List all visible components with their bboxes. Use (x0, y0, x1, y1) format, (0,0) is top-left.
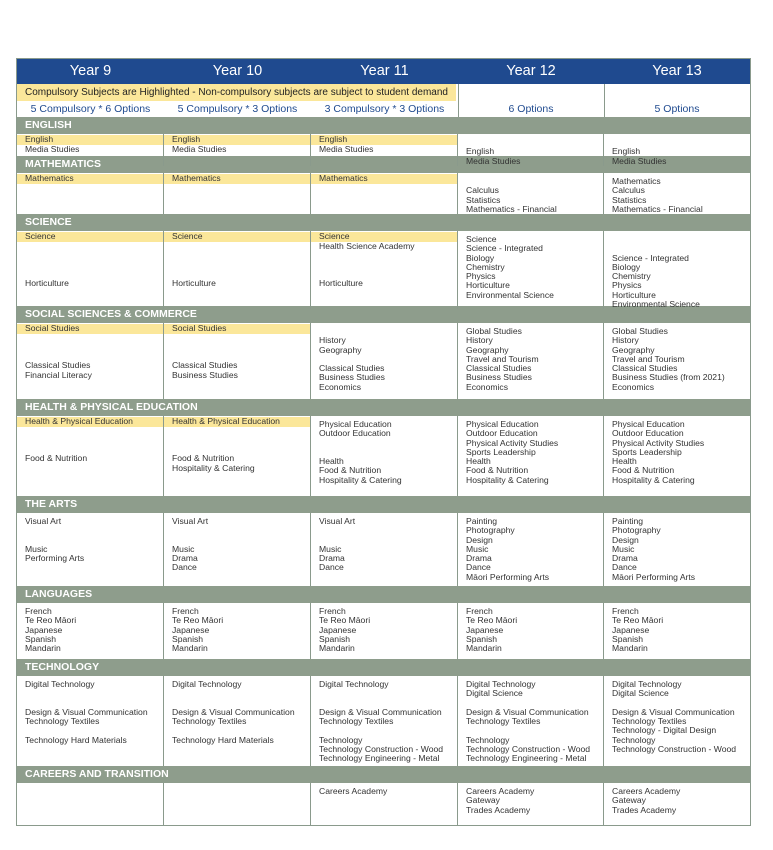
subject-item: Dance (172, 562, 197, 573)
subject-cell (311, 416, 458, 496)
subject-item: Technology (466, 734, 510, 745)
subject-item: Music (612, 543, 635, 554)
subject-item: Mathematics - Financial (466, 203, 557, 214)
subject-item (311, 260, 457, 269)
subject-item: Digital Technology (466, 679, 536, 689)
subject-item: Classical Studies (172, 360, 238, 371)
subject-cell (17, 134, 164, 166)
subject-item: Technology (612, 734, 656, 745)
subject-item (17, 343, 163, 352)
subject-item: Japanese (466, 624, 504, 635)
options-year-12: 6 Options (508, 103, 554, 115)
subject-item: Sports Leadership (612, 446, 682, 457)
subject-item: French (466, 606, 493, 616)
section-title: TECHNOLOGY (17, 659, 750, 676)
subject-item: Te Reo Māori (466, 615, 518, 626)
subject-item: Photography (612, 525, 661, 536)
subject-cell (164, 416, 311, 496)
subject-item: Japanese (172, 624, 210, 635)
subject-item: Mandarin (319, 643, 355, 654)
subject-item: Environmental Science (466, 289, 554, 300)
subject-item: Economics (612, 381, 655, 392)
subject-item: Photography (466, 525, 515, 536)
subject-item: Horticulture (172, 277, 216, 288)
subject-item: Mandarin (25, 643, 61, 654)
subject-item: Statistics (466, 194, 501, 205)
subject-item: Hospitality & Catering (466, 474, 549, 485)
subject-item: Physics (612, 280, 642, 291)
subject-item (164, 251, 310, 260)
subject-item: Horticulture (25, 277, 69, 288)
subject-item: Careers Academy (319, 786, 388, 796)
compulsory-subject: Social Studies (17, 324, 163, 334)
subject-cell (164, 231, 311, 309)
subject-item: Financial Literacy (25, 369, 92, 380)
subject-cell (164, 134, 311, 166)
subject-cell (311, 676, 458, 766)
subject-cell (311, 513, 458, 586)
subject-item: Food & Nutrition (612, 465, 675, 476)
subject-item: Health (319, 456, 344, 467)
subject-item (17, 689, 163, 698)
subject-item: English (466, 146, 495, 157)
subject-item: Technology Textiles (319, 716, 394, 727)
subject-cell (164, 323, 311, 399)
subject-item: Food & Nutrition (466, 465, 529, 476)
subject-item: Digital Technology (172, 679, 242, 689)
subject-item: Music (172, 543, 195, 554)
subject-item: Outdoor Education (612, 428, 684, 439)
section-body (17, 783, 750, 825)
subject-item (164, 689, 310, 698)
compulsory-subject: English (311, 135, 457, 145)
compulsory-subject: English (164, 135, 310, 145)
subject-cell (604, 603, 750, 659)
subject-item: Māori Performing Arts (466, 571, 550, 582)
subject-cell (164, 173, 311, 214)
subject-cell (458, 416, 604, 496)
subject-item: Drama (319, 553, 345, 564)
subject-item: Hospitality & Catering (612, 474, 695, 485)
section-body (17, 323, 750, 399)
subject-item: Physical Education (466, 419, 539, 429)
subject-cell (604, 676, 750, 766)
subject-item: Technology Engineering - Metal (466, 753, 587, 764)
subject-item: Horticulture (466, 280, 510, 291)
year-12-heading: Year 12 (506, 63, 556, 79)
subject-cell (604, 416, 750, 496)
compulsory-note: Compulsory Subjects are Highlighted - Non-compulsory subjects are subject to student demand (17, 84, 456, 101)
subject-item: French (25, 606, 52, 616)
subject-item: Hospitality & Catering (319, 474, 402, 485)
section-title: SOCIAL SCIENCES & COMMERCE (17, 306, 750, 323)
compulsory-subject: Social Studies (164, 324, 310, 334)
subject-item: Visual Art (25, 516, 62, 526)
subject-item: Global Studies (612, 326, 668, 336)
subject-item: Classical Studies (319, 363, 385, 374)
subject-cell (311, 323, 458, 399)
subject-item: Mandarin (466, 643, 502, 654)
subject-cell (164, 603, 311, 659)
subject-item (311, 689, 457, 698)
subject-item: Classical Studies (25, 360, 91, 371)
compulsory-subject: Science (164, 232, 310, 242)
subject-item: History (466, 335, 493, 346)
subject-item: Technology Hard Materials (172, 734, 274, 745)
section-title: CAREERS AND TRANSITION (17, 766, 750, 783)
section-title: THE ARTS (17, 496, 750, 513)
subject-item: Dance (612, 562, 637, 573)
subject-cell (458, 603, 604, 659)
subject-cell (311, 173, 458, 214)
subject-item: Spanish (25, 633, 57, 644)
subject-item: Design & Visual Communication (612, 706, 735, 717)
section-body (17, 173, 750, 214)
subject-item: Painting (612, 516, 644, 526)
subject-item: Trades Academy (612, 804, 677, 815)
section-title: LANGUAGES (17, 586, 750, 603)
section-body (17, 603, 750, 659)
subject-cell (17, 603, 164, 659)
subject-item: Media Studies (466, 155, 521, 166)
subject-cell (604, 783, 750, 825)
subject-item: Food & Nutrition (25, 453, 88, 464)
subject-item: Performing Arts (25, 553, 85, 564)
subject-item: Music (25, 543, 48, 554)
subject-item: Statistics (612, 194, 647, 205)
subject-item (164, 343, 310, 352)
subject-item: Careers Academy (612, 786, 681, 796)
subject-item: Design & Visual Communication (319, 706, 442, 717)
subject-item: Māori Performing Arts (612, 571, 696, 582)
subject-item: Mathematics (612, 176, 661, 186)
year-11-heading: Year 11 (360, 63, 409, 79)
subject-cell (17, 323, 164, 399)
section-title: MATHEMATICS (17, 156, 750, 173)
subject-item: Horticulture (612, 289, 656, 300)
subject-item: Biology (612, 261, 641, 272)
subject-item: Food & Nutrition (319, 465, 382, 476)
subject-item: Technology Textiles (172, 716, 247, 727)
options-year-11: 3 Compulsory * 3 Options (324, 103, 445, 115)
subject-item: Physical Activity Studies (466, 437, 559, 448)
subject-item: Technology Textiles (25, 716, 100, 727)
subject-item: English (612, 146, 641, 157)
subject-item: Geography (612, 344, 655, 355)
subject-item: Physical Activity Studies (612, 437, 705, 448)
subject-cell (17, 676, 164, 766)
subject-item: Te Reo Māori (319, 615, 371, 626)
subject-item: Calculus (612, 185, 645, 196)
subject-cell (458, 231, 604, 309)
subject-item: Te Reo Māori (612, 615, 664, 626)
subject-cell (604, 513, 750, 586)
subject-item (17, 427, 163, 436)
subject-item (311, 526, 457, 535)
subject-cell (458, 783, 604, 825)
year-header-row (17, 59, 750, 84)
subject-item: Outdoor Education (466, 428, 538, 439)
subject-item: Te Reo Māori (25, 615, 77, 626)
subject-item (17, 251, 163, 260)
subject-item: French (612, 606, 639, 616)
subject-item (164, 436, 310, 445)
year-13-heading: Year 13 (652, 63, 702, 79)
subject-item: Trades Academy (466, 804, 531, 815)
section-body (17, 231, 750, 310)
subject-item: Media Studies (172, 143, 227, 154)
subject-item: Chemistry (466, 261, 505, 272)
subject-item: Technology Construction - Wood (466, 744, 591, 755)
compulsory-subject: Mathematics (311, 174, 457, 184)
subject-cell (458, 513, 604, 586)
subject-item: Business Studies (from 2021) (612, 372, 725, 383)
subject-item: Media Studies (612, 155, 667, 166)
subject-cell (164, 783, 311, 825)
subject-item: Science - Integrated (612, 252, 689, 263)
subject-item (604, 235, 750, 244)
subject-item: Design & Visual Communication (25, 706, 148, 717)
compulsory-subject: Science (311, 232, 457, 242)
subject-cell (311, 603, 458, 659)
subject-item (164, 242, 310, 251)
compulsory-subject: Science (17, 232, 163, 242)
subject-item: Health (466, 456, 491, 467)
subject-item: Environmental Science (612, 299, 700, 310)
subject-item: Spanish (466, 633, 498, 644)
subject-item: Technology Textiles (612, 716, 687, 727)
subject-item: Music (319, 543, 342, 554)
subject-item: Music (466, 543, 489, 554)
subject-item: Classical Studies (612, 363, 678, 374)
subject-item (164, 526, 310, 535)
subject-cell (604, 231, 750, 309)
subject-item: Media Studies (319, 143, 374, 154)
subject-sections (17, 117, 750, 825)
subject-item: Media Studies (25, 143, 80, 154)
subject-item (17, 242, 163, 251)
subject-item: Business Studies (172, 369, 238, 380)
subject-item: French (319, 606, 346, 616)
subject-item: Sports Leadership (466, 446, 536, 457)
subject-item: Mandarin (612, 643, 648, 654)
subject-cell (17, 513, 164, 586)
subject-item: Visual Art (319, 516, 356, 526)
subject-item: Calculus (466, 185, 499, 196)
subject-item: Science - Integrated (466, 243, 543, 254)
subject-item: Mathematics - Financial (612, 203, 703, 214)
subject-item: Design & Visual Communication (466, 706, 589, 717)
subject-item: Drama (172, 553, 198, 564)
compulsory-subject: Health & Physical Education (164, 417, 310, 427)
options-row (17, 84, 750, 117)
subject-cell (604, 173, 750, 214)
section-title: SCIENCE (17, 214, 750, 231)
subject-item: Drama (612, 553, 638, 564)
subject-item: Japanese (25, 624, 63, 635)
compulsory-subject: English (17, 135, 163, 145)
section-body (17, 676, 750, 766)
subject-item: Design & Visual Communication (172, 706, 295, 717)
subject-item: Digital Science (466, 688, 523, 699)
subject-item: Japanese (319, 624, 357, 635)
compulsory-subject: Mathematics (17, 174, 163, 184)
subject-item: Travel and Tourism (612, 353, 685, 364)
subject-item: Dance (319, 562, 344, 573)
subject-cell (164, 513, 311, 586)
section-body (17, 513, 750, 586)
options-year-9: 5 Compulsory * 6 Options (30, 103, 151, 115)
subject-item (17, 436, 163, 445)
subject-item: Design (612, 534, 639, 545)
subject-item: Science (466, 234, 497, 244)
subject-item: Spanish (612, 633, 644, 644)
subject-item: Design (466, 534, 493, 545)
subject-item: Physics (466, 271, 496, 282)
subject-item: Business Studies (319, 372, 385, 383)
compulsory-subject: Mathematics (164, 174, 310, 184)
subject-item: Technology Hard Materials (25, 734, 127, 745)
subject-item: Physical Education (319, 419, 392, 429)
subject-item: Digital Technology (612, 679, 682, 689)
subject-cell (458, 173, 604, 214)
subject-item (17, 260, 163, 269)
subject-cell (604, 134, 750, 166)
section-body (17, 416, 750, 496)
section-title: HEALTH & PHYSICAL EDUCATION (17, 399, 750, 416)
subject-item: French (172, 606, 199, 616)
subject-item: Chemistry (612, 271, 651, 282)
subject-item: Hospitality & Catering (172, 462, 255, 473)
subject-item: Health Science Academy (319, 240, 415, 251)
subject-item: Outdoor Education (319, 428, 391, 439)
subject-item: Spanish (172, 633, 204, 644)
subject-cell (311, 134, 458, 166)
subject-item: Classical Studies (466, 363, 532, 374)
compulsory-subject: Health & Physical Education (17, 417, 163, 427)
year-9-heading: Year 9 (69, 63, 112, 79)
subject-item (17, 334, 163, 343)
subject-item: Gateway (466, 795, 500, 806)
subject-item: Food & Nutrition (172, 453, 235, 464)
subject-item: Mandarin (172, 643, 208, 654)
subject-item: History (612, 335, 639, 346)
subject-item: Geography (319, 344, 362, 355)
subject-item: Health (612, 456, 637, 467)
subject-item (311, 439, 457, 448)
subject-cell (458, 676, 604, 766)
subject-cell (604, 323, 750, 399)
subject-item (17, 526, 163, 535)
subject-cell (458, 323, 604, 399)
subject-item: Technology Textiles (466, 716, 541, 727)
subject-item: Visual Art (172, 516, 209, 526)
subject-cell (164, 676, 311, 766)
subject-cell (17, 783, 164, 825)
subject-cell (17, 173, 164, 214)
subject-item: Technology (319, 734, 363, 745)
subject-item: Economics (466, 381, 509, 392)
subject-item: Gateway (612, 795, 646, 806)
subject-item: Technology Engineering - Metal (319, 753, 440, 764)
subject-item: Careers Academy (466, 786, 535, 796)
subject-cell (458, 134, 604, 166)
subject-item: Spanish (319, 633, 351, 644)
subject-item: Drama (466, 553, 492, 564)
subject-item: Te Reo Māori (172, 615, 224, 626)
subject-item: Technology Construction - Wood (612, 744, 737, 755)
subject-item: Digital Technology (319, 679, 389, 689)
subject-item: Digital Science (612, 688, 669, 699)
subject-item: Dance (466, 562, 491, 573)
subject-item: Digital Technology (25, 679, 95, 689)
subject-item: Business Studies (466, 372, 532, 383)
subject-item (164, 427, 310, 436)
section-title: ENGLISH (17, 117, 750, 134)
subject-cell (17, 231, 164, 309)
subject-item: Geography (466, 344, 509, 355)
year-10-heading: Year 10 (212, 63, 263, 79)
subject-item: Horticulture (319, 277, 363, 288)
subject-item: Technology Construction - Wood (319, 744, 444, 755)
options-year-13: 5 Options (654, 103, 700, 115)
subject-cell (311, 231, 458, 309)
subject-item: History (319, 335, 346, 346)
subject-item (164, 260, 310, 269)
subject-item (164, 334, 310, 343)
subject-cell (17, 416, 164, 496)
options-year-10: 5 Compulsory * 3 Options (177, 103, 298, 115)
subject-item: Biology (466, 252, 495, 263)
subject-item: Physical Education (612, 419, 685, 429)
subject-cell (311, 783, 458, 825)
subject-item (311, 251, 457, 260)
subject-item: Global Studies (466, 326, 522, 336)
subject-item: Travel and Tourism (466, 353, 539, 364)
subject-item: Economics (319, 381, 362, 392)
subject-options-table (16, 58, 751, 826)
subject-item: Technology - Digital Design (612, 725, 717, 736)
subject-item: Painting (466, 516, 498, 526)
subject-item: Japanese (612, 624, 650, 635)
